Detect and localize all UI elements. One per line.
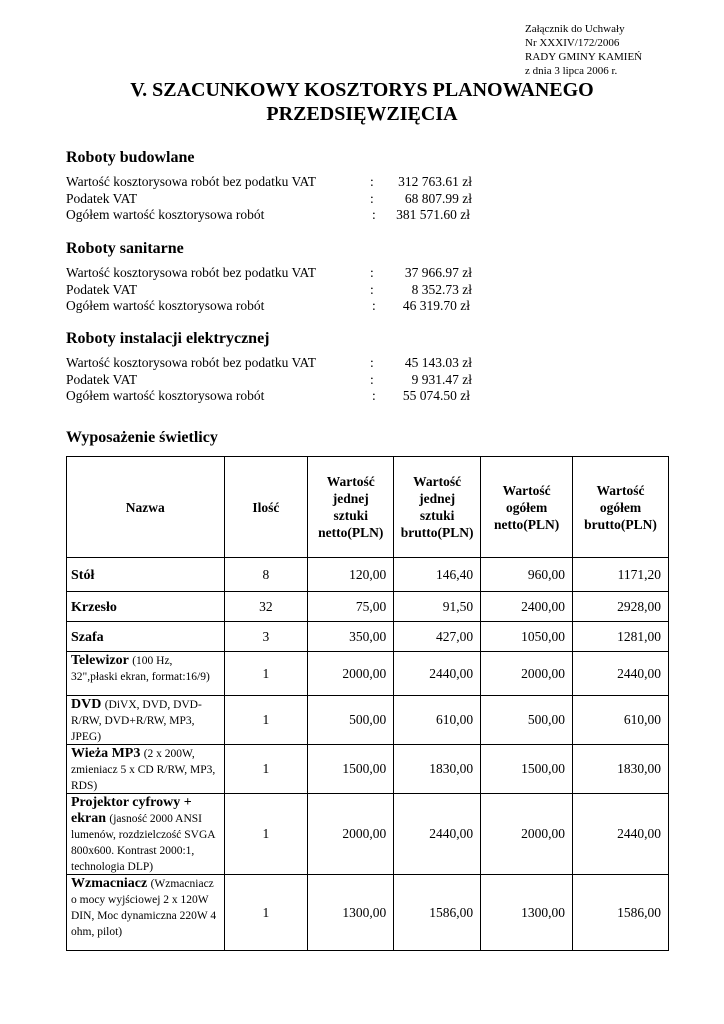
cell-total-gross: 1830,00 <box>573 745 669 794</box>
cost-colon: : <box>372 388 376 403</box>
cell-total-net: 1500,00 <box>481 745 573 794</box>
cost-row <box>66 191 506 208</box>
cell-qty: 1 <box>224 794 308 875</box>
cost-value: 312 763.61 zł <box>398 174 472 189</box>
table-header-row <box>67 457 669 558</box>
table-row <box>67 875 669 951</box>
cell-total-net: 1300,00 <box>481 875 573 951</box>
cost-label: Podatek VAT <box>66 190 138 206</box>
table-row <box>67 794 669 875</box>
cell-unit-gross: 610,00 <box>394 696 481 745</box>
cost-row <box>66 174 506 191</box>
attachment-note-line: Nr XXXIV/172/2006 <box>525 37 620 49</box>
section-heading: Roboty sanitarne <box>66 240 184 257</box>
cell-qty: 1 <box>224 696 308 745</box>
equipment-heading: Wyposażenie świetlicy <box>66 429 218 446</box>
cost-row <box>66 388 506 405</box>
cost-colon: : <box>372 207 376 222</box>
section-heading: Roboty instalacji elektrycznej <box>66 330 270 347</box>
cell-unit-net: 75,00 <box>308 592 394 622</box>
section-roboty-budowlane <box>66 148 506 224</box>
item-name: Szafa <box>71 629 104 645</box>
table-row <box>67 696 669 745</box>
item-description: (100 Hz, 32",płaski ekran, format:16/9) <box>71 655 210 683</box>
section-roboty-sanitarne <box>66 239 506 315</box>
cell-unit-net: 120,00 <box>308 558 394 592</box>
cell-total-gross: 2440,00 <box>573 794 669 875</box>
cell-unit-net: 1500,00 <box>308 745 394 794</box>
cell-total-net: 960,00 <box>481 558 573 592</box>
item-name: DVD <box>71 697 102 712</box>
cell-qty: 8 <box>224 558 308 592</box>
cost-label: Wartość kosztorysowa robót bez podatku VAT <box>66 265 316 280</box>
page-title-line2: PRZEDSIĘWZIĘCIA <box>266 103 458 125</box>
cost-value: 9 931.47 zł <box>411 371 472 387</box>
item-name: Stół <box>71 567 95 583</box>
cell-name <box>67 622 225 652</box>
cost-label: Ogółem wartość kosztorysowa robót <box>66 388 265 403</box>
item-name: Krzesło <box>71 599 117 615</box>
cell-qty: 32 <box>224 592 308 622</box>
table-row <box>67 745 669 794</box>
cost-value: 37 966.97 zł <box>404 265 472 280</box>
cost-value: 68 807.99 zł <box>404 190 472 206</box>
cell-unit-net: 1300,00 <box>308 875 394 951</box>
cost-value: 8 352.73 zł <box>411 281 472 297</box>
cell-total-net: 500,00 <box>481 696 573 745</box>
item-description: (2 x 200W, zmieniacz 5 x CD R/RW, MP3, RDS) <box>71 748 216 792</box>
item-name: Telewizor <box>71 653 129 668</box>
cell-unit-gross: 1586,00 <box>394 875 481 951</box>
cell-name <box>67 652 225 696</box>
cell-name <box>67 558 225 592</box>
column-header-total-net: Wartość ogółem netto(PLN) <box>481 457 573 558</box>
cell-total-gross: 2928,00 <box>573 592 669 622</box>
cost-label: Wartość kosztorysowa robót bez podatku VAT <box>66 355 316 370</box>
cost-colon: : <box>370 265 374 280</box>
cell-total-net: 1050,00 <box>481 622 573 652</box>
cell-name <box>67 745 225 794</box>
cell-total-net: 2400,00 <box>481 592 573 622</box>
cell-unit-gross: 2440,00 <box>394 652 481 696</box>
item-description: (DiVX, DVD, DVD-R/RW, DVD+R/RW, MP3, JPEG) <box>71 699 202 743</box>
cell-name <box>67 794 225 875</box>
table-row <box>67 558 669 592</box>
table-row <box>67 592 669 622</box>
equipment-table <box>66 456 669 951</box>
page-title-line1: V. SZACUNKOWY KOSZTORYS PLANOWANEGO <box>130 79 594 101</box>
column-header-name: Nazwa <box>67 457 225 558</box>
cost-value: 55 074.50 zł <box>402 388 470 403</box>
column-header-qty: Ilość <box>224 457 308 558</box>
attachment-note-line: RADY GMINY KAMIEŃ <box>525 51 643 63</box>
cell-name <box>67 696 225 745</box>
cost-colon: : <box>370 174 374 189</box>
cell-unit-gross: 427,00 <box>394 622 481 652</box>
cell-name <box>67 592 225 622</box>
cell-total-gross: 2440,00 <box>573 652 669 696</box>
cost-label: Ogółem wartość kosztorysowa robót <box>66 298 265 313</box>
page-title <box>40 78 684 126</box>
cell-total-gross: 610,00 <box>573 696 669 745</box>
column-header-total-gross: Wartość ogółem brutto(PLN) <box>573 457 669 558</box>
cell-unit-gross: 1830,00 <box>394 745 481 794</box>
cell-name <box>67 875 225 951</box>
cell-unit-net: 350,00 <box>308 622 394 652</box>
cell-qty: 3 <box>224 622 308 652</box>
cost-value: 381 571.60 zł <box>396 207 470 222</box>
cost-row <box>66 355 506 372</box>
section-heading: Roboty budowlane <box>66 149 195 166</box>
cell-total-gross: 1281,00 <box>573 622 669 652</box>
cell-qty: 1 <box>224 875 308 951</box>
cost-colon: : <box>372 298 376 313</box>
cost-label: Wartość kosztorysowa robót bez podatku VAT <box>66 174 316 189</box>
table-row <box>67 622 669 652</box>
cost-colon: : <box>370 190 374 206</box>
cost-label: Podatek VAT <box>66 371 138 387</box>
item-name: Projektor cyfrowy + ekran <box>71 795 192 826</box>
table-row <box>67 652 669 696</box>
cell-unit-net: 2000,00 <box>308 794 394 875</box>
attachment-note-line: z dnia 3 lipca 2006 r. <box>525 65 618 77</box>
cell-qty: 1 <box>224 745 308 794</box>
attachment-note-line: Załącznik do Uchwały <box>525 23 625 35</box>
cost-row <box>66 282 506 299</box>
cost-colon: : <box>370 281 374 297</box>
cost-row <box>66 372 506 389</box>
cell-qty: 1 <box>224 652 308 696</box>
cost-row <box>66 298 506 315</box>
item-name: Wzmacniacz <box>71 876 148 891</box>
column-header-unit-net: Wartość jednej sztuki netto(PLN) <box>308 457 394 558</box>
cell-total-gross: 1171,20 <box>573 558 669 592</box>
cell-unit-net: 500,00 <box>308 696 394 745</box>
cell-unit-gross: 91,50 <box>394 592 481 622</box>
cost-label: Ogółem wartość kosztorysowa robót <box>66 207 265 222</box>
cost-value: 46 319.70 zł <box>402 298 470 313</box>
cell-total-net: 2000,00 <box>481 652 573 696</box>
cost-colon: : <box>370 355 374 370</box>
attachment-note <box>525 22 642 78</box>
cost-row <box>66 265 506 282</box>
cost-colon: : <box>370 371 374 387</box>
cell-unit-gross: 2440,00 <box>394 794 481 875</box>
cell-total-gross: 1586,00 <box>573 875 669 951</box>
section-roboty-elektryczne <box>66 329 506 405</box>
cost-row <box>66 207 506 224</box>
item-name: Wieża MP3 <box>71 746 141 761</box>
column-header-unit-gross: Wartość jednej sztuki brutto(PLN) <box>394 457 481 558</box>
cost-label: Podatek VAT <box>66 281 138 297</box>
item-description: (Wzmacniacz o mocy wyjściowej 2 x 120W DIN, Moc dynamiczna 220W 4 ohm, pilot) <box>71 878 217 938</box>
item-description: (jasność 2000 ANSI lumenów, rozdzielczość SVGA 800x600. Kontrast 2000:1, technologia DLP) <box>71 813 215 873</box>
cell-total-net: 2000,00 <box>481 794 573 875</box>
cost-value: 45 143.03 zł <box>404 355 472 370</box>
cell-unit-gross: 146,40 <box>394 558 481 592</box>
cell-unit-net: 2000,00 <box>308 652 394 696</box>
